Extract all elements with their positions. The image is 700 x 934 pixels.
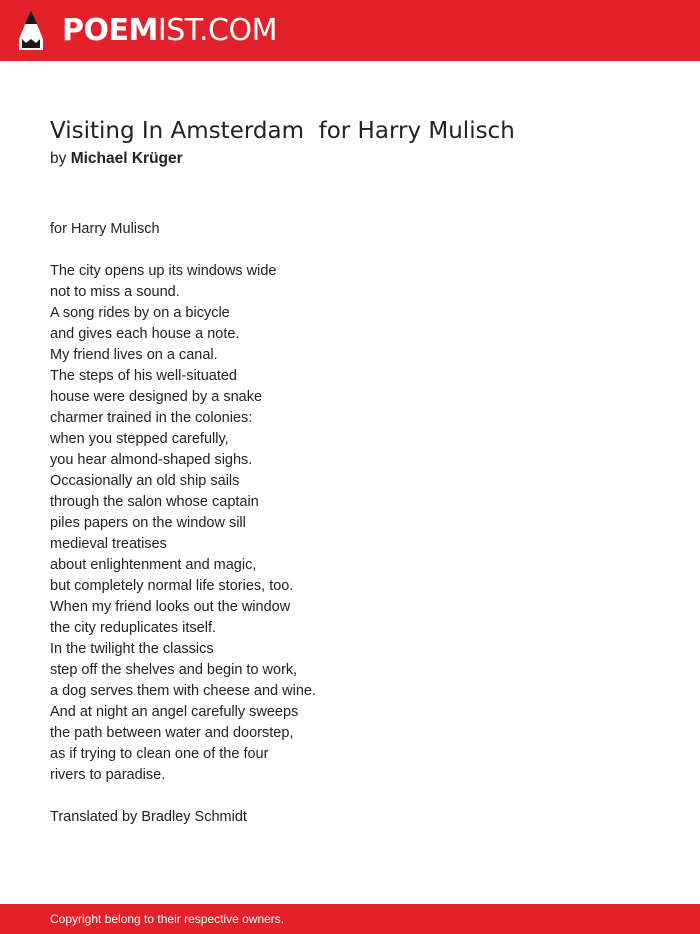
poem-line: house were designed by a snake: [50, 389, 263, 405]
poem-line: A song rides by on a bicycle: [50, 305, 230, 321]
site-header: [0, 0, 700, 61]
stanza-gap: [50, 240, 316, 261]
pencil-icon[interactable]: [18, 9, 44, 51]
site-footer: [0, 904, 700, 934]
stanza-gap: [50, 786, 316, 807]
byline: [50, 149, 183, 169]
poem-line: And at night an angel carefully sweeps: [50, 704, 299, 720]
poem-line: When my friend looks out the window: [50, 599, 291, 615]
poem-line: The steps of his well-situated: [50, 368, 237, 384]
author-name: Michael Krüger: [70, 150, 183, 167]
byline-prefix: by: [50, 150, 67, 167]
poem-line: Occasionally an old ship sails: [50, 473, 240, 489]
poem-line: medieval treatises: [50, 536, 167, 552]
poem-line: as if trying to clean one of the four: [50, 746, 269, 762]
poem-line: you hear almond-shaped sighs.: [50, 452, 253, 468]
copyright-notice: Copyright belong to their respective owners.: [50, 912, 285, 926]
translator-note: Translated by Bradley Schmidt: [50, 809, 247, 825]
poem-line: not to miss a sound.: [50, 284, 180, 300]
poem-line: My friend lives on a canal.: [50, 347, 218, 363]
poem-line: a dog serves them with cheese and wine.: [50, 683, 316, 699]
poem-line: but completely normal life stories, too.: [50, 578, 294, 594]
poem-line: charmer trained in the colonies:: [50, 410, 253, 426]
poem-line: through the salon whose captain: [50, 494, 259, 510]
poem-title: Visiting In Amsterdam for Harry Mulisch: [50, 118, 515, 144]
poem-line: about enlightenment and magic,: [50, 557, 257, 573]
poem-line: piles papers on the window sill: [50, 515, 246, 531]
poem-line: and gives each house a note.: [50, 326, 240, 342]
logo-light-text: IST.COM: [157, 13, 277, 48]
poem-body: [50, 219, 316, 828]
poem-line: step off the shelves and begin to work,: [50, 662, 298, 678]
poem-line: rivers to paradise.: [50, 767, 166, 783]
logo-bold-text: POEM: [62, 13, 158, 48]
site-logo[interactable]: [62, 11, 277, 51]
poem-line: the path between water and doorstep,: [50, 725, 294, 741]
poem-line: the city reduplicates itself.: [50, 620, 217, 636]
poem-line: In the twilight the classics: [50, 641, 214, 657]
poem-dedication: for Harry Mulisch: [50, 221, 160, 237]
poem-line: when you stepped carefully,: [50, 431, 229, 447]
poem-line: The city opens up its windows wide: [50, 263, 277, 279]
